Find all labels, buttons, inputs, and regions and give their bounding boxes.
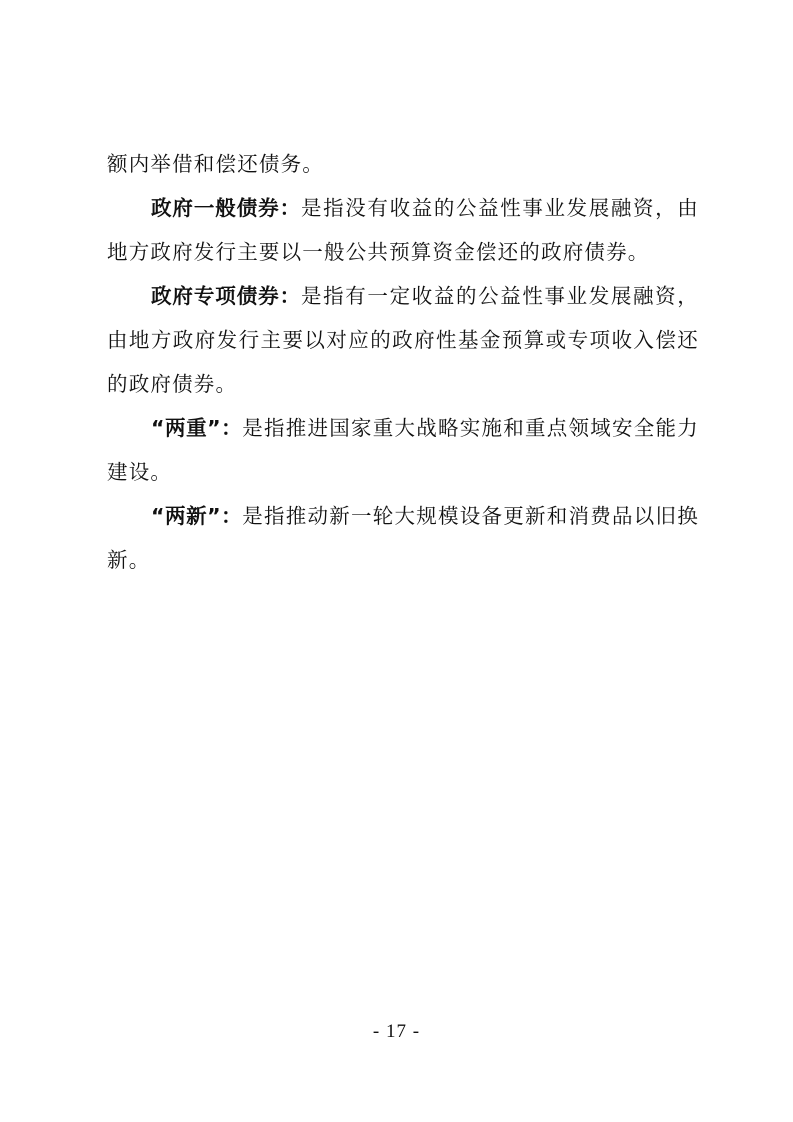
term-liang-xin: “两新”：: [151, 504, 243, 528]
definition-special-bonds: 是指有一定收益的公益性事业发展融资，由地方政府发行主要以对应的政府性基金预算或专项收入偿还的政府债券。: [107, 284, 699, 396]
term-special-bonds: 政府专项债券：: [151, 284, 302, 308]
page-number: - 17 -: [372, 1021, 421, 1042]
paragraph-continuation: [107, 142, 699, 186]
definition-general-bonds: 是指没有收益的公益性事业发展融资，由地方政府发行主要以一般公共预算资金偿还的政府债券。: [107, 196, 699, 264]
term-general-bonds: 政府一般债券：: [151, 196, 302, 220]
paragraph-liang-xin: [107, 494, 699, 582]
definition-liang-xin: 是指推动新一轮大规模设备更新和消费品以旧换新。: [107, 504, 699, 572]
paragraph-special-bonds: [107, 274, 699, 406]
paragraph-general-bonds: [107, 186, 699, 274]
paragraph-text: 额内举借和偿还债务。: [107, 152, 324, 176]
term-liang-zhong: “两重”：: [151, 416, 243, 440]
paragraph-liang-zhong: [107, 406, 699, 494]
body-text: [107, 142, 699, 582]
definition-liang-zhong: 是指推进国家重大战略实施和重点领域安全能力建设。: [107, 416, 699, 484]
